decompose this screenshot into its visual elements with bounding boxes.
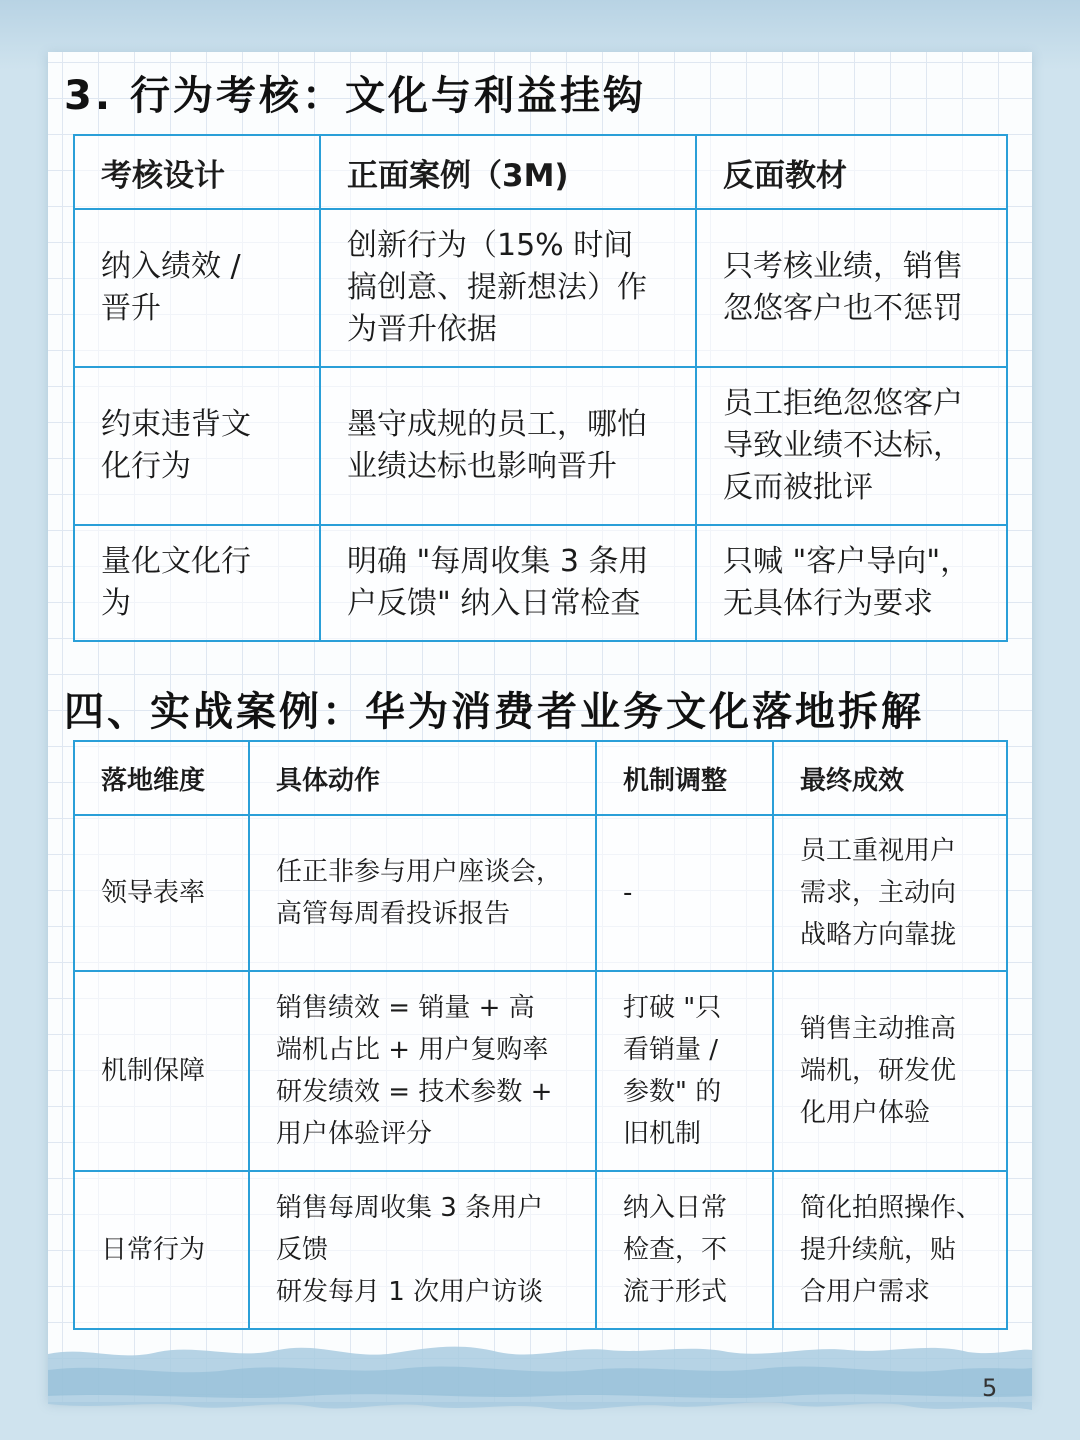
header-cell: 正面案例（3M) <box>320 135 696 209</box>
table-cell: 机制保障 <box>74 971 249 1171</box>
table-row <box>74 815 1007 971</box>
section-title-3: 3. 行为考核：文化与利益挂钩 <box>64 73 646 119</box>
table-cell: 销售绩效 = 销量 + 高 端机占比 + 用户复购率 研发绩效 = 技术参数 + 用户体验评分 <box>249 971 596 1171</box>
table-cell: 简化拍照操作、 提升续航，贴 合用户需求 <box>773 1171 1007 1329</box>
header-cell: 机制调整 <box>596 741 773 815</box>
header-cell: 具体动作 <box>249 741 596 815</box>
table-cell: 员工拒绝忽悠客户 导致业绩不达标， 反而被批评 <box>696 367 1007 525</box>
table-cell: 销售每周收集 3 条用户 反馈 研发每月 1 次用户访谈 <box>249 1171 596 1329</box>
table-row <box>74 209 1007 367</box>
table-header-row <box>74 135 1007 209</box>
table-row <box>74 1171 1007 1329</box>
page-number: 5 <box>982 1374 998 1402</box>
brush-stroke-decoration <box>48 1340 1032 1430</box>
table-cell: - <box>596 815 773 971</box>
header-cell: 落地维度 <box>74 741 249 815</box>
table-cell: 打破 "只 看销量 / 参数" 的 旧机制 <box>596 971 773 1171</box>
case-study-table <box>73 740 1008 1330</box>
table-cell: 销售主动推高 端机，研发优 化用户体验 <box>773 971 1007 1171</box>
table-cell: 创新行为（15% 时间 搞创意、提新想法）作 为晋升依据 <box>320 209 696 367</box>
table-cell: 约束违背文 化行为 <box>74 367 320 525</box>
assessment-table <box>73 134 1008 642</box>
header-cell: 考核设计 <box>74 135 320 209</box>
section-title-4: 四、实战案例：华为消费者业务文化落地拆解 <box>64 689 924 735</box>
table-cell: 纳入绩效 / 晋升 <box>74 209 320 367</box>
table-cell: 员工重视用户 需求，主动向 战略方向靠拢 <box>773 815 1007 971</box>
table-cell: 日常行为 <box>74 1171 249 1329</box>
header-cell: 反面教材 <box>696 135 1007 209</box>
table-row <box>74 367 1007 525</box>
table-cell: 量化文化行 为 <box>74 525 320 641</box>
table-cell: 墨守成规的员工，哪怕 业绩达标也影响晋升 <box>320 367 696 525</box>
table-header-row <box>74 741 1007 815</box>
table-row <box>74 971 1007 1171</box>
table-row <box>74 525 1007 641</box>
table-cell: 明确 "每周收集 3 条用 户反馈" 纳入日常检查 <box>320 525 696 641</box>
header-cell: 最终成效 <box>773 741 1007 815</box>
table-cell: 只考核业绩，销售 忽悠客户也不惩罚 <box>696 209 1007 367</box>
table-cell: 只喊 "客户导向"， 无具体行为要求 <box>696 525 1007 641</box>
table-cell: 纳入日常 检查，不 流于形式 <box>596 1171 773 1329</box>
table-cell: 任正非参与用户座谈会， 高管每周看投诉报告 <box>249 815 596 971</box>
table-cell: 领导表率 <box>74 815 249 971</box>
